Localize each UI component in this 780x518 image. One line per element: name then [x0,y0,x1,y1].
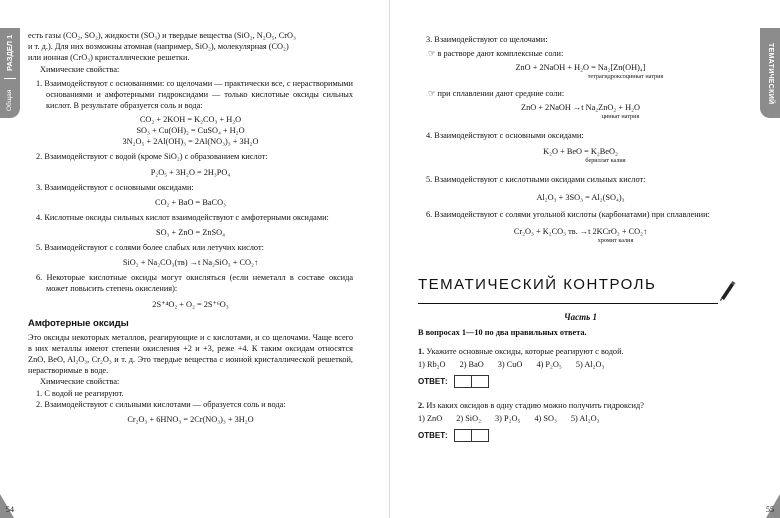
question: 2. Из каких оксидов в одну стадию можно получить гидроксид? [418,400,644,410]
answer-box[interactable] [454,429,472,442]
equation-note: хромит калия [597,236,634,244]
property-item: 2. Взаимодействуют с сильными кислотами — образуется соль и вода: [36,399,286,409]
option: 1) ZnO [418,413,443,423]
property-item: 3. Взаимодействуют со щелочами: [426,35,548,44]
instruction: В вопросах 1—10 по два правильных ответа. [418,327,587,337]
amphoteric-heading: Амфотерные оксиды [28,317,129,329]
chem-props-label: Химические свойства: [40,377,120,387]
chem-props-label: Химические свойства: [40,64,120,74]
equation: SO₃ + ZnO = ZnSO₄ [155,228,226,238]
equation: 3N₂O₅ + 2Al(OH)₃ = 2Al(NO₃)₃ + 3H₂O [122,137,259,147]
page-number: 54 [6,505,14,514]
equation: SO₃ + Cu(OH)₂ = CuSO₄ + H₂O [136,126,245,136]
section-tab [0,28,29,118]
control-title: ТЕМАТИЧЕСКИЙ КОНТРОЛЬ [418,275,657,293]
equation: P₂O₅ + 3H₂O = 2H₃PO₄ [150,167,231,177]
answer-label: ОТВЕТ: [418,376,448,386]
equation: SiO₂ + Na₂CO₃(тв) →t Na₂SiO₃ + CO₂↑ [122,258,259,268]
property-item: 1. Взаимодействуют с основаниями: со щелочами — практически все, с нерастворимыми основаниями и амфотерными гидроксидами — только кислотные оксиды сильных кислот. В результате образуется соль и вода: [36,78,354,111]
equation: CO₂ + 2KOH = K₂CO₃ + H₂O [139,115,242,125]
answer-box[interactable] [454,375,472,388]
control-header [418,276,743,304]
intro-line: есть газы (CO₂, SO₂), жидкости (SO₃) и твердые вещества (SiO₂, N₂O₅, CrO₃ [28,31,296,40]
hand-pointer-icon: ☞ [428,89,436,99]
answer-box[interactable] [472,375,489,388]
right-content [418,30,743,446]
equation-note: бериллат калия [585,157,626,165]
topic-label: Общая химия [6,89,29,111]
property-item: 6. Некоторые кислотные оксиды могут окисляться (если неметалл в составе оксида может повысить степень окисления): [36,273,353,294]
sub-item: ☞ при сплавлении дают средние соли: [428,89,565,99]
option: 4) P₂O₅ [536,359,562,369]
hand-pointer-icon: ☞ [428,49,436,59]
property-item: 1. С водой не реагируют. [36,388,124,398]
intro-line: или ионная (CrO₃) кристаллические решетки. [28,53,190,63]
equation-note: тетрагидроксоцинкат натрия [587,73,664,81]
page-number: 55 [766,505,774,514]
equation: Al₂O₃ + 3SO₃ = Al₂(SO₄)₃ [536,192,625,202]
option: 1) Rb₂O [418,359,446,369]
option: 5) Al₂O₃ [575,359,605,369]
option: 4) SO₃ [534,413,557,423]
options [418,413,743,424]
option: 5) Al₂O₃ [570,413,600,423]
sub-item: ☞ в растворе дают комплексные соли: [428,49,564,59]
property-item: 2. Взаимодействуют с водой (кроме SiO₂) с образованием кислот: [36,152,268,162]
intro-line: и т. д.). Для них возможны атомная (например, SiO₂), молекулярная (CO₂) [28,42,289,52]
answer-row [418,375,743,388]
equation: 2S⁺⁴O₂ + O₂ = 2S⁺⁶O₃ [152,299,229,309]
option: 2) BaO [459,359,484,369]
answer-label: ОТВЕТ: [418,430,448,440]
property-item: 5. Взаимодействуют с солями более слабых или летучих кислот: [36,243,264,253]
property-item: 6. Взаимодействуют с солями угольной кислоты (карбонатами) при сплавлении: [426,209,710,219]
left-content [28,30,353,429]
equation: Cr₂O₃ + 6HNO₃ = 2Cr(NO₃)₃ + 3H₂O [127,415,254,425]
title-underline [418,303,718,305]
property-item: 4. Взаимодействуют с основными оксидами: [426,131,584,141]
option: 3) CuO [497,359,523,369]
options [418,359,743,370]
equation: ZnO + 2NaOH →t Na₂ZnO₂ + H₂O [521,103,640,113]
equation: Cr₂O₃ + K₂CO₃ тв. →t 2KCrO₂ + CO₂↑ [513,226,648,236]
property-item: 5. Взаимодействуют с кислотными оксидами сильных кислот: [426,175,646,185]
section-label: ТЕМАТИЧЕСКИЙ КОНТРОЛЬ [751,43,774,105]
pencil-icon [718,280,736,302]
equation: CO₂ + BaO = BaCO₃ [155,197,226,207]
part-label: Часть 1 [563,311,598,322]
option: 3) P₂O₅ [495,413,521,423]
answer-box[interactable] [472,429,489,442]
question: 1. Укажите основные оксиды, которые реагируют с водой. [418,346,624,356]
section-tab [751,28,780,118]
option: 2) SiO₂ [456,413,481,423]
equation: ZnO + 2NaOH + H₂O = Na₂[Zn(OH)₄] [515,63,646,73]
equation: K₂O + BeO = K₂BeO₂ [543,147,618,157]
section-label: РАЗДЕЛ 1 [5,34,14,72]
right-page [390,0,780,518]
answer-row [418,429,743,442]
equation-note: цинкат натрия [601,113,640,121]
property-item: 4. Кислотные оксиды сильных кислот взаимодействуют с амфотерными оксидами: [36,212,329,222]
amphoteric-paragraph: Это оксиды некоторых металлов, реагирующие и с кислотами, и со щелочами. Чаще всего в них металлы имеют степени окисления +2 и +3, реже +4. К таким оксидам относятся ZnO, BeO, Al₂O₃, Cr₂O₃ и т. д. Это твердые вещества с ионной кристаллической решеткой, нерастворимые в воде. [28,332,353,376]
property-item: 3. Взаимодействуют с основными оксидами: [36,182,194,192]
